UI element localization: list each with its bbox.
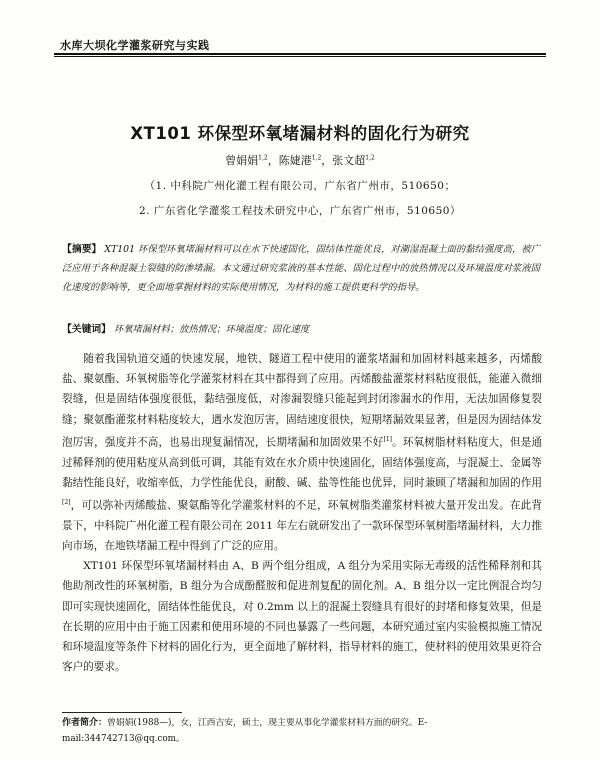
- author-affil-marker: 1,2: [365, 154, 375, 162]
- footnote-text: 曾娟娟(1988—)，女，江西吉安，硕士，现主要从事化学灌浆材料方面的研究。E-mail:344742713@qq.com。: [62, 718, 428, 744]
- footnote-rule: [62, 712, 182, 713]
- author-affil-marker: 1,2: [311, 154, 322, 162]
- keywords-label: 【关键词】: [62, 324, 111, 335]
- abstract-text: XT101 环保型环氧堵漏材料可以在水下快速固化，固结体性能优良，对潮湿混凝土面的黏结强度高，被广泛应用于各种混凝土裂缝的防渗堵漏。本文通过研究浆液的基本性能、固化过程中的放热情况以及环境温度对浆液固化速度的影响等，更全面地掌握材料的实际使用情况，为材料的施工提供更科学的指导。: [62, 244, 540, 293]
- citation-ref: [1]: [383, 435, 392, 443]
- author-footnote: [62, 715, 544, 747]
- body-text: [62, 349, 542, 677]
- header-rule: [54, 53, 546, 57]
- paragraph-text: 。环氧树脂材料粘度大，但是通过稀释剂的使用粘度从高到低可调，其能有效在水介质中快速固化，固结体强度高，与混凝土、金属等黏结性能良好，收缩率低，力学性能优良，耐酸、碱、盐等性能也优异，同时兼顾了堵漏和加固的作用: [62, 436, 543, 489]
- body-paragraph-1: [62, 349, 542, 556]
- citation-ref: [2]: [62, 498, 71, 506]
- footnote-label: 作者简介：: [62, 718, 108, 728]
- affiliation-1: （1. 中科院广州化灌工程有限公司，广东省广州市，510650；: [144, 180, 456, 192]
- keywords-text: 环氧堵漏材料；放热情况；环境温度；固化速度: [113, 324, 310, 335]
- author-line: 曾娟娟$^{1,2}$，陈婕港$^{1,2}$，张文超$^{1,2}$: [225, 154, 375, 167]
- paragraph-text: 随着我国轨道交通的快速发展，地铁、隧道工程中使用的灌浆堵漏和加固材料越来越多，丙烯酸盐、聚氨酯、环氧树脂等化学灌浆材料在其中都得到了应用。丙烯酸盐灌浆材料粘度很低，能灌入微细裂缝，但是固结体强度很低，黏结强度低，对渗漏裂缝只能起到封闭渗漏水的作用，无法加固修复裂缝；聚氨酯灌浆材料粘度较大，遇水发泡厉害，固结速度很快，短期堵漏效果显著，但是因为固结体发泡厉害，强度并不高，也易出现复漏情况，长期堵漏和加固效果不好: [62, 353, 542, 449]
- paragraph-text: ，可以弥补丙烯酸盐、聚氨酯等化学灌浆材料的不足，环氧树脂类灌浆材料被大量开发出发。在此背景下，中科院广州化灌工程有限公司在 2011 年左右就研发出了一款环保型环氧树脂堵漏材料，大力推向市场，在地铁堵漏工程中得到了广泛的应用。: [62, 499, 542, 552]
- keywords: [62, 321, 540, 339]
- paper-title: XT101 环保型环氧堵漏材料的固化行为研究: [130, 124, 470, 143]
- abstract: [62, 240, 540, 297]
- author-affil-marker: 1,2: [258, 154, 268, 162]
- body-paragraph-2: XT101 环保型环氧堵漏材料由 A、B 两个组分组成，A 组分为采用实际无毒级的活性稀释剂和其他助剂改性的环氧树脂，B 组分为合成酚醛胺和促进剂复配的固化剂。A、B 组分以一定比例混合均匀即可实现快速固化，固结体性能优良，对 0.2mm 以上的混凝土裂缝具有很好的封堵和修复效果，但是在长期的应用中由于施工因素和使用环境的不同也暴露了一些问题，本研究通过室内实验模拟施工情况和环境温度等条件下材料的固化行为，更全面地了解材料，指导材料的施工，使材料的使用效果更符合客户的要求。: [62, 560, 542, 674]
- abstract-label: 【摘要】: [62, 244, 102, 255]
- running-header: 水库大坝化学灌浆研究与实践: [60, 39, 210, 52]
- author-name: 曾娟娟: [225, 154, 259, 167]
- author-name: 张文超: [332, 154, 366, 167]
- affiliation-2: 2. 广东省化学灌浆工程技术研究中心，广东省广州市，510650）: [139, 205, 461, 217]
- author-name: 陈婕港: [278, 154, 312, 167]
